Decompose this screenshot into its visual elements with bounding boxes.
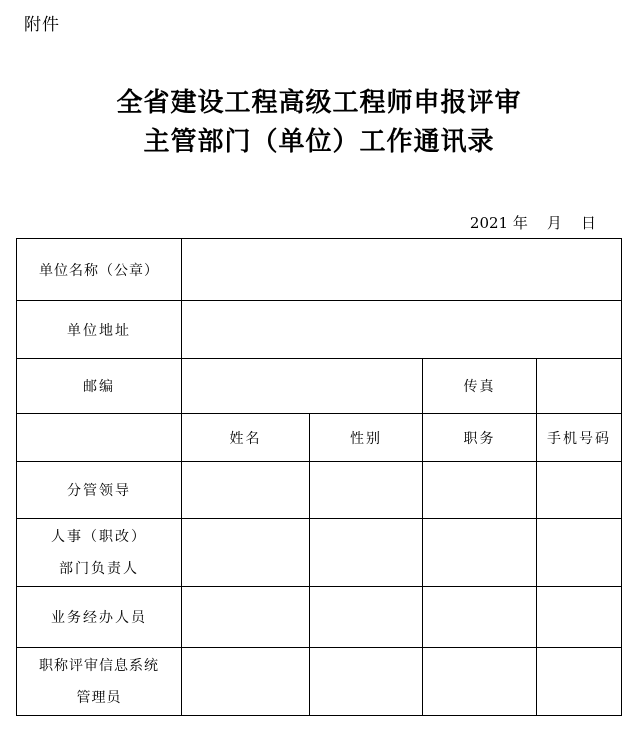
postcode-fax-row	[17, 359, 622, 414]
row-label-hr-line1: 人事（职改）	[51, 528, 147, 545]
document-title-line2: 主管部门（单位）工作通讯录	[143, 127, 495, 157]
table-row	[17, 587, 622, 648]
admin-gender-field[interactable]	[310, 648, 423, 716]
hr-gender-field[interactable]	[310, 519, 423, 587]
row-label-hr-head	[17, 519, 182, 587]
staff-name-field[interactable]	[182, 587, 310, 648]
column-header-position: 职务	[423, 414, 537, 462]
postcode-label: 邮编	[17, 359, 182, 414]
contact-form-table	[16, 238, 622, 716]
column-header-gender: 性别	[310, 414, 423, 462]
postcode-field[interactable]	[182, 359, 423, 414]
row-label-staff: 业务经办人员	[17, 587, 182, 648]
unit-address-field[interactable]	[182, 301, 622, 359]
hr-mobile-field[interactable]	[537, 519, 622, 587]
admin-position-field[interactable]	[423, 648, 537, 716]
staff-gender-field[interactable]	[310, 587, 423, 648]
leader-position-field[interactable]	[423, 462, 537, 519]
unit-name-field[interactable]	[182, 239, 622, 301]
table-row	[17, 648, 622, 716]
unit-name-label: 单位名称（公章）	[17, 239, 182, 301]
attachment-label: 附件	[24, 15, 60, 35]
unit-name-row	[17, 239, 622, 301]
table-row	[17, 519, 622, 587]
staff-position-field[interactable]	[423, 587, 537, 648]
table-row	[17, 462, 622, 519]
leader-name-field[interactable]	[182, 462, 310, 519]
fax-label: 传真	[423, 359, 537, 414]
column-header-row	[17, 414, 622, 462]
column-header-name: 姓名	[182, 414, 310, 462]
header-empty-cell	[17, 414, 182, 462]
column-header-mobile: 手机号码	[537, 414, 622, 462]
fax-field[interactable]	[537, 359, 622, 414]
leader-mobile-field[interactable]	[537, 462, 622, 519]
staff-mobile-field[interactable]	[537, 587, 622, 648]
row-label-hr-line2: 部门负责人	[59, 560, 139, 577]
document-title-line1: 全省建设工程高级工程师申报评审	[116, 88, 522, 118]
unit-address-row	[17, 301, 622, 359]
unit-address-label: 单位地址	[17, 301, 182, 359]
row-label-system-admin	[17, 648, 182, 716]
row-label-admin-line1: 职称评审信息系统	[39, 657, 159, 674]
row-label-leader: 分管领导	[17, 462, 182, 519]
date-line: 2021 年 月 日	[469, 214, 596, 232]
row-label-admin-line2: 管理员	[76, 689, 122, 706]
hr-position-field[interactable]	[423, 519, 537, 587]
leader-gender-field[interactable]	[310, 462, 423, 519]
hr-name-field[interactable]	[182, 519, 310, 587]
admin-mobile-field[interactable]	[537, 648, 622, 716]
admin-name-field[interactable]	[182, 648, 310, 716]
